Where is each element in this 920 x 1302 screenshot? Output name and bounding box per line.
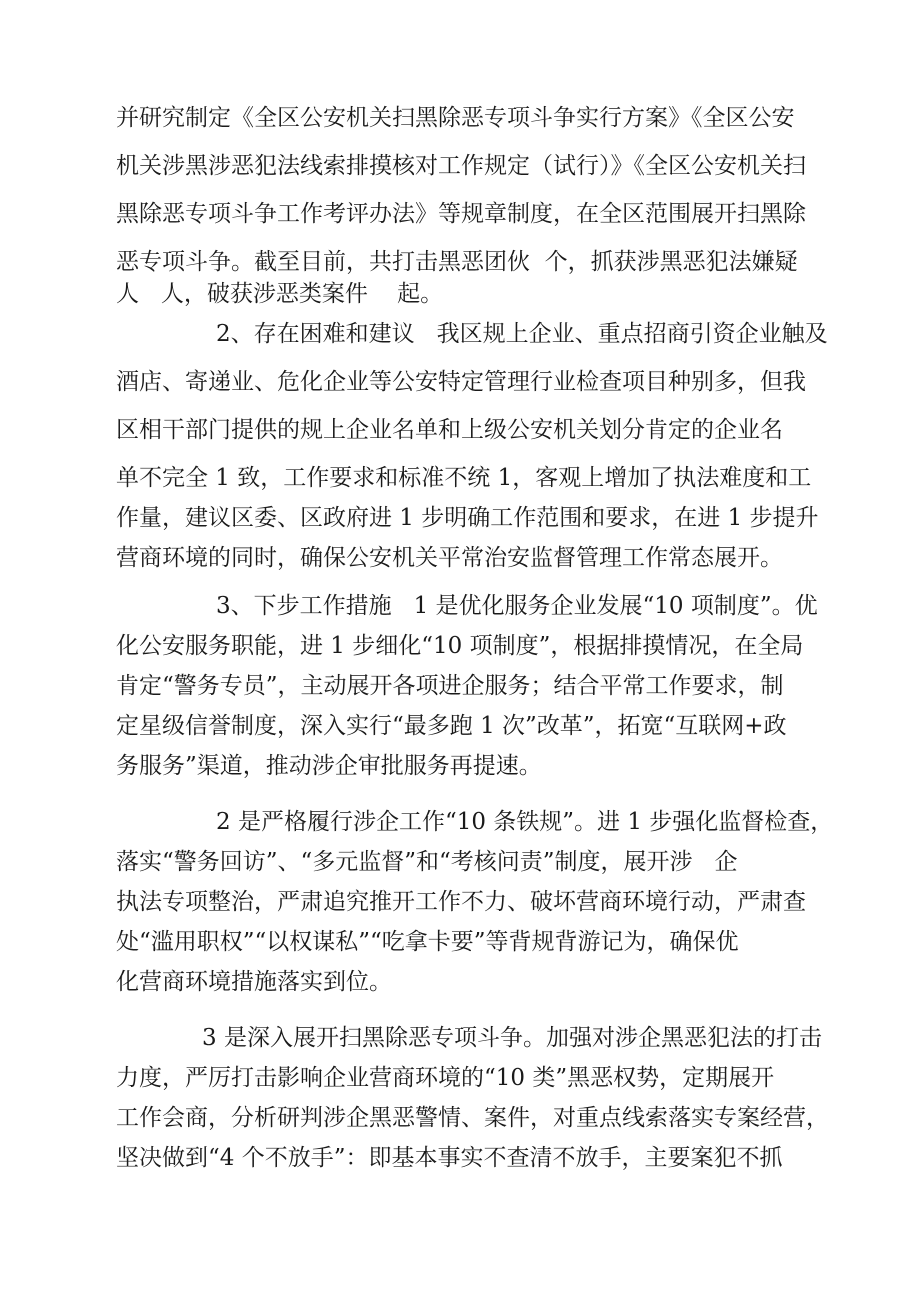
- text-line-6: 2、存在困难和建议 我区规上企业、重点招商引资企业触及: [216, 321, 828, 347]
- text-line-16: 务服务”渠道，推动涉企审批服务再提速。: [116, 753, 542, 779]
- text-line-17: 2 是严格履行涉企工作“10 条铁规”。进 1 步强化监督检查，: [216, 809, 834, 835]
- text-line-20: 处“滥用职权”“以权谋私”“吃拿卡要”等背规背游记为，确保优: [116, 929, 739, 955]
- text-line-25: 坚决做到“4 个不放手”：即基本事实不查清不放手，主要案犯不抓: [116, 1145, 783, 1171]
- text-line-4: 恶专项斗争。截至目前，共打击黑恶团伙 个，抓获涉黑恶犯法嫌疑: [116, 249, 798, 275]
- text-line-15: 定星级信誉制度，深入实行“最多跑 1 次”改革”，拓宽“互联网+政: [116, 713, 787, 739]
- text-line-8: 区相干部门提供的规上企业名单和上级公安机关划分肯定的企业名: [116, 417, 783, 443]
- text-line-13: 化公安服务职能，进 1 步细化“10 项制度”，根据排摸情况，在全局: [116, 633, 804, 659]
- text-line-21: 化营商环境措施落实到位。: [116, 969, 392, 995]
- text-line-24: 工作会商，分析研判涉企黑恶警情、案件，对重点线索落实专案经营，: [116, 1105, 829, 1131]
- text-line-9: 单不完全 1 致，工作要求和标准不统 1，客观上增加了执法难度和工: [116, 465, 812, 491]
- text-line-18: 落实“警务回访”、“多元监督”和“考核问责”制度，展开涉 企: [116, 849, 738, 875]
- text-line-2: 机关涉黑涉恶犯法线索排摸核对工作规定（试行）》《全区公安机关扫: [116, 153, 806, 179]
- text-line-14: 肯定“警务专员”，主动展开各项进企服务；结合平常工作要求，制: [116, 673, 784, 699]
- text-line-12: 3、下步工作措施 1 是优化服务企业发展“10 项制度”。优: [216, 593, 818, 619]
- text-line-3: 黑除恶专项斗争工作考评办法》等规章制度，在全区范围展开扫黑除: [116, 201, 806, 227]
- text-line-23: 力度，严厉打击影响企业营商环境的“10 类”黑恶权势，定期展开: [116, 1065, 775, 1091]
- text-line-1: 并研究制定《全区公安机关扫黑除恶专项斗争实行方案》《全区公安: [116, 105, 795, 131]
- text-line-19: 执法专项整治，严肃追究推开工作不力、破坏营商环境行动，严肃查: [116, 889, 806, 915]
- text-line-10: 作量，建议区委、区政府进 1 步明确工作范围和要求，在进 1 步提升: [116, 505, 819, 531]
- text-line-11: 营商环境的同时，确保公安机关平常治安监督管理工作常态展开。: [116, 545, 783, 571]
- text-line-7: 酒店、寄递业、危化企业等公安特定管理行业检查项目种别多，但我: [116, 369, 806, 395]
- text-line-5: 人 人，破获涉恶类案件 起。: [116, 281, 444, 307]
- text-line-22: 3 是深入展开扫黑除恶专项斗争。加强对涉企黑恶犯法的打击: [202, 1025, 822, 1051]
